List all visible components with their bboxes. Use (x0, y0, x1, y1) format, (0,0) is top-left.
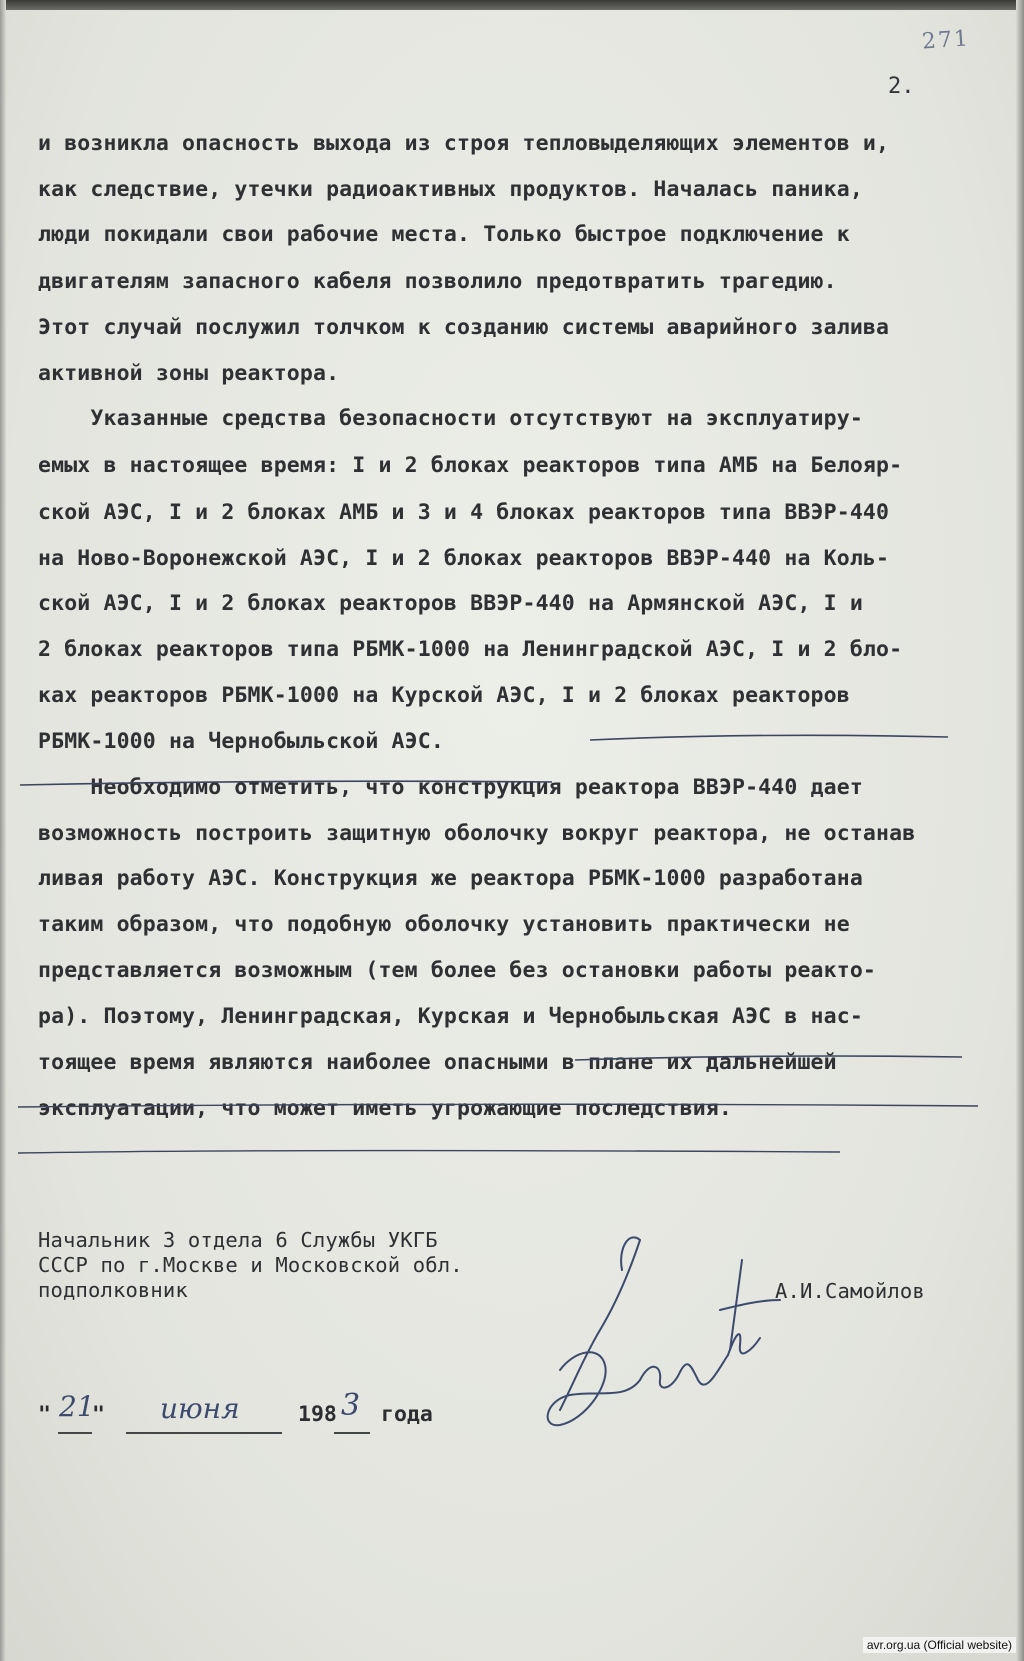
signer-title-line: СССР по г.Москве и Московской обл. (38, 1253, 463, 1277)
pen-underline (590, 735, 948, 740)
date-close-quote: " (92, 1402, 105, 1427)
date-month-handwritten: июня (160, 1392, 240, 1425)
text-line: ской АЭС, I и 2 блоках реакторов ВВЭР-440 на Армянской АЭС, I и (38, 591, 863, 616)
text-line: возможность построить защитную оболочку вокруг реактора, не останав (38, 821, 916, 846)
source-credit: avr.org.ua (Official website) (863, 1637, 1016, 1653)
text-line: ливая работу АЭС. Конструкция же реактора РБМК-1000 разработана (38, 866, 863, 891)
text-line: на Ново-Воронежской АЭС, I и 2 блоках реакторов ВВЭР-440 на Коль- (38, 546, 890, 571)
text-line: Указанные средства безопасности отсутствуют на эксплуатиру- (38, 406, 863, 431)
text-line: тоящее время являются наиболее опасными в плане их дальнейшей (38, 1050, 837, 1075)
signer-title-line: подполковник (38, 1278, 188, 1302)
date-year-prefix: 198 (298, 1402, 337, 1427)
text-line: ской АЭС, I и 2 блоках АМБ и 3 и 4 блоках реакторов типа ВВЭР-440 (38, 500, 890, 525)
text-line: как следствие, утечки радиоактивных продуктов. Началась паника, (38, 177, 863, 202)
text-line: 2 блоках реакторов типа РБМК-1000 на Ленинградской АЭС, I и 2 бло- (38, 637, 903, 662)
text-line: двигателям запасного кабеля позволило предотвратить трагедию. (38, 269, 837, 294)
pen-underline (575, 1056, 962, 1060)
text-line: люди покидали свои рабочие места. Только быстрое подключение к (38, 222, 850, 247)
text-line: РБМК-1000 на Чернобыльской АЭС. (38, 729, 444, 754)
text-line: Этот случай послужил толчком к созданию системы аварийного залива (38, 315, 890, 340)
date-open-quote: " (38, 1402, 51, 1427)
handwritten-signature (548, 1237, 780, 1425)
date-year-digit-handwritten: 3 (341, 1388, 361, 1423)
archive-page-number: 271 (921, 26, 971, 55)
pen-underline (20, 781, 552, 785)
text-line: и возникла опасность выхода из строя тепловыделяющих элементов и, (38, 131, 890, 156)
pen-underline (18, 1104, 978, 1107)
text-line: эксплуатации, что может иметь угрожающие последствия. (38, 1096, 732, 1121)
text-line: ках реакторов РБМК-1000 на Курской АЭС, I и 2 блоках реакторов (38, 683, 850, 708)
text-line: представляется возможным (тем более без остановки работы реакто- (38, 958, 877, 983)
text-line: емых в настоящее время: I и 2 блоках реакторов типа АМБ на Белояр- (38, 453, 903, 478)
signer-title-line: Начальник 3 отдела 6 Службы УКГБ (38, 1228, 438, 1252)
pen-underline (18, 1151, 840, 1153)
text-line: ра). Поэтому, Ленинградская, Курская и Чернобыльская АЭС в нас- (38, 1004, 863, 1029)
text-line: активной зоны реактора. (38, 361, 340, 386)
text-line: таким образом, что подобную оболочку установить практически не (38, 912, 850, 937)
date-suffix: года (381, 1402, 433, 1427)
signer-name: А.И.Самойлов (775, 1279, 925, 1303)
date-day-handwritten: 21 (59, 1390, 95, 1423)
page-number: 2. (888, 74, 915, 99)
text-line: Необходимо отметить, что конструкция реактора ВВЭР-440 дает (38, 775, 863, 800)
